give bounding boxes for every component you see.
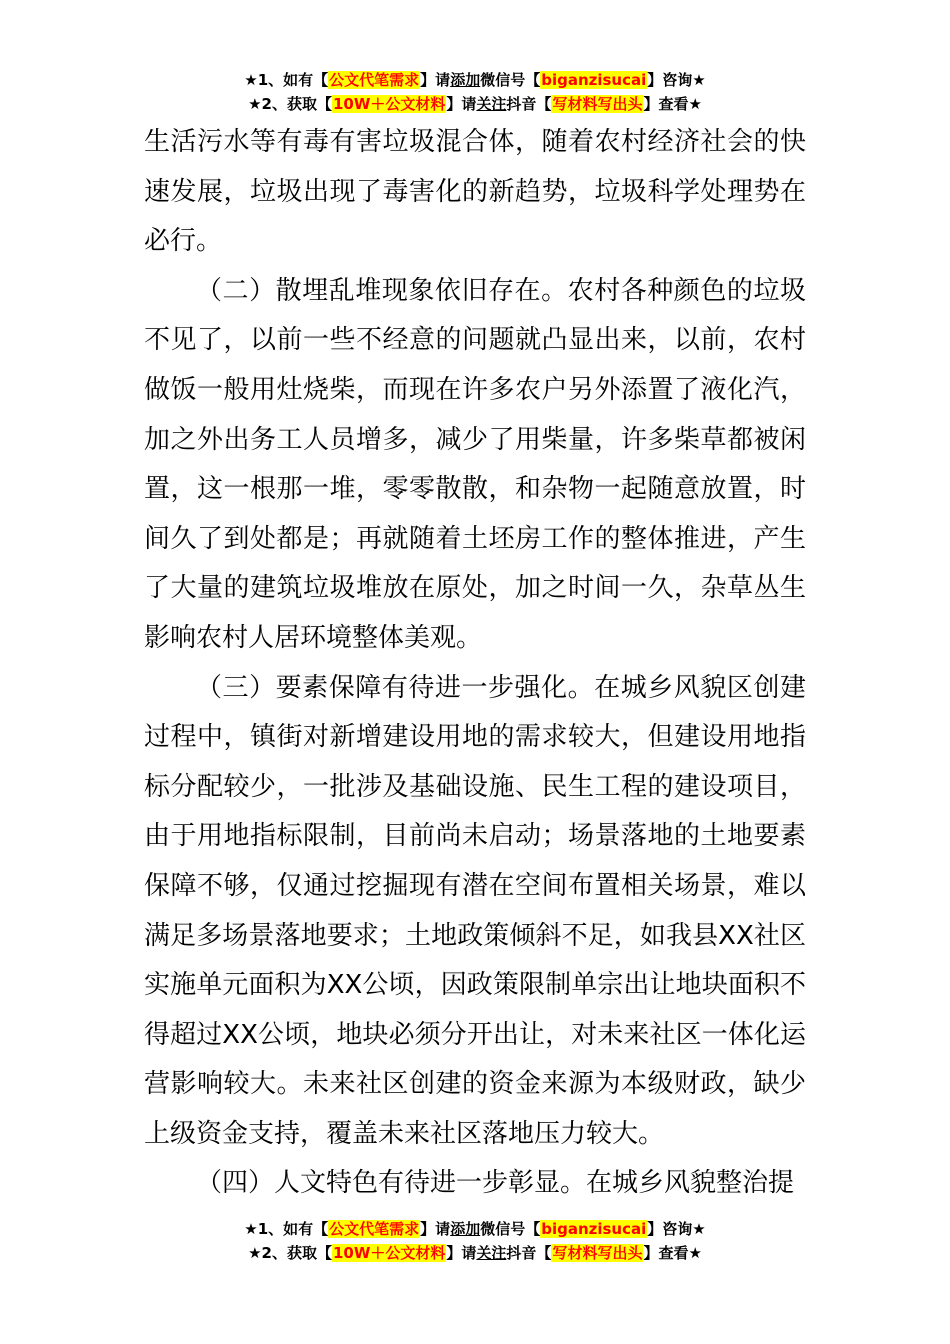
banner-line-1 bbox=[0, 68, 950, 92]
banner-text: 微信号【 bbox=[480, 1220, 541, 1238]
banner-highlight: 10W＋公文材料 bbox=[332, 95, 446, 113]
paragraph-section-3: （三）要素保障有待进一步强化。在城乡风貌区创建过程中，镇街对新增建设用地的需求较大，但建设用地指标分配较少，一批涉及基础设施、民生工程的建设项目，由于用地指标限制，目前尚未启动；场景落地的土地要素保障不够，仅通过挖掘现有潜在空间布置相关场景，难以满足多场景落地要求；土地政策倾斜不足，如我县XX社区实施单元面积为XX公顷，因政策限制单宗出让地块面积不得超过XX公顷，地块必须分开出让，对未来社区一体化运营影响较大。未来社区创建的资金来源为本级财政，缺少上级资金支持，覆盖未来社区落地压力较大。 bbox=[144, 672, 806, 1149]
banner-line-1 bbox=[0, 1217, 950, 1241]
banner-highlight: 写材料写出头 bbox=[552, 1244, 643, 1262]
banner-text: 】请 bbox=[420, 71, 451, 89]
banner-text: ★1、如有【 bbox=[244, 71, 329, 89]
banner-highlight: 10W＋公文材料 bbox=[332, 1244, 446, 1262]
paragraph-section-2: （二）散埋乱堆现象依旧存在。农村各种颜色的垃圾不见了，以前一些不经意的问题就凸显出来，以前，农村做饭一般用灶烧柴，而现在许多农户另外添置了液化汽，加之外出务工人员增多，减少了用柴量，许多柴草都被闲置，这一根那一堆，零零散散，和杂物一起随意放置，时间久了到处都是；再就随着土坯房工作的整体推进，产生了大量的建筑垃圾堆放在原处，加之时间一久，杂草丛生影响农村人居环境整体美观。 bbox=[144, 275, 806, 653]
banner-text: 抖音【 bbox=[506, 95, 552, 113]
banner-text: ★2、获取【 bbox=[248, 1244, 332, 1262]
banner-text: ★1、如有【 bbox=[244, 1220, 329, 1238]
banner-highlight: 写材料写出头 bbox=[552, 95, 643, 113]
document-body bbox=[144, 118, 806, 1209]
banner-text: ★2、获取【 bbox=[248, 95, 332, 113]
paragraph-continuation: 生活污水等有毒有害垃圾混合体，随着农村经济社会的快速发展，垃圾出现了毒害化的新趋势，垃圾科学处理势在必行。 bbox=[144, 127, 806, 257]
banner-highlight: biganzisucai bbox=[541, 71, 647, 89]
paragraph-section-4: （四）人文特色有待进一步彰显。在城乡风貌整治提 bbox=[196, 1168, 795, 1199]
header-banner bbox=[0, 68, 950, 116]
banner-emphasis: 关注 bbox=[476, 95, 507, 113]
banner-highlight: 公文代笔需求 bbox=[329, 1220, 420, 1238]
banner-text: 】咨询★ bbox=[647, 71, 706, 89]
banner-text: 】请 bbox=[446, 95, 477, 113]
banner-emphasis: 关注 bbox=[476, 1244, 507, 1262]
banner-text: 抖音【 bbox=[506, 1244, 552, 1262]
banner-text: 】查看★ bbox=[643, 95, 702, 113]
banner-emphasis: 添加 bbox=[450, 71, 481, 89]
banner-highlight: biganzisucai bbox=[541, 1220, 647, 1238]
banner-text: 】请 bbox=[420, 1220, 451, 1238]
banner-emphasis: 添加 bbox=[450, 1220, 481, 1238]
banner-text: 微信号【 bbox=[480, 71, 541, 89]
banner-line-2 bbox=[0, 92, 950, 116]
banner-line-2 bbox=[0, 1241, 950, 1265]
banner-highlight: 公文代笔需求 bbox=[329, 71, 420, 89]
footer-banner bbox=[0, 1217, 950, 1265]
banner-text: 】查看★ bbox=[643, 1244, 702, 1262]
banner-text: 】咨询★ bbox=[647, 1220, 706, 1238]
banner-text: 】请 bbox=[446, 1244, 477, 1262]
